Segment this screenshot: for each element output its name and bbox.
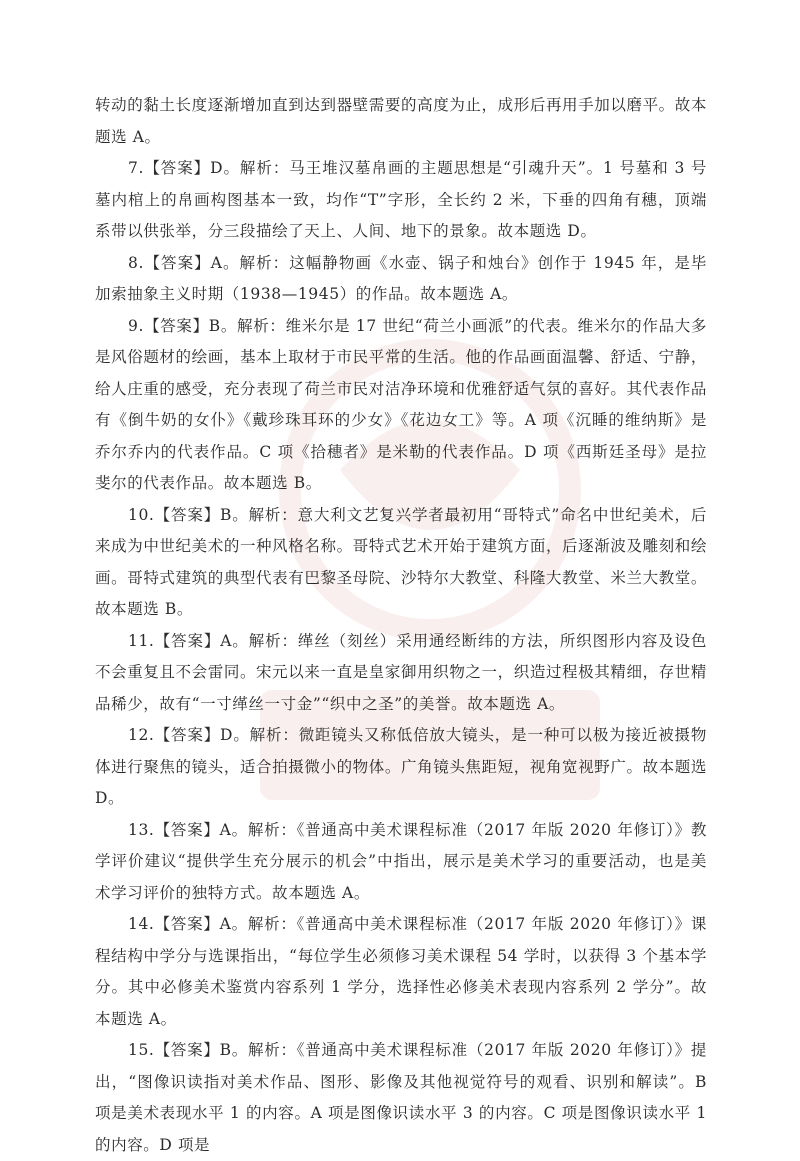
answer-item-12: 12.【答案】D。解析：微距镜头又称低倍放大镜头，是一种可以极为接近被摄物体进行聚焦的镜头，适合拍摄微小的物体。广角镜头焦距短，视角宽视野广。故本题选 D。 <box>95 726 707 807</box>
paragraph-continued: 转动的黏土长度逐渐增加直到达到器壁需要的高度为止，成形后再用手加以磨平。故本题选 A。 <box>95 96 707 146</box>
answer-explanations <box>95 90 707 1161</box>
answer-item-13: 13.【答案】A。解析：《普通高中美术课程标准（2017 年版 2020 年修订）》教学评价建议“提供学生充分展示的机会”中指出，展示是美术学习的重要活动，也是美术学习评价的独特方式。故本题选 A。 <box>95 820 707 902</box>
answer-item-7: 7.【答案】D。解析：马王堆汉墓帛画的主题思想是“引魂升天”。1 号墓和 3 号墓内棺上的帛画构图基本一致，均作“T”字形，全长约 2 米，下垂的四角有穗，顶端系带以供张举，分三段描绘了天上、人间、地下的景象。故本题选 D。 <box>95 159 707 240</box>
answer-item-10: 10.【答案】B。解析：意大利文艺复兴学者最初用“哥特式”命名中世纪美术，后来成为中世纪美术的一种风格名称。哥特式艺术开始于建筑方面，后逐渐波及雕刻和绘画。哥特式建筑的典型代表有巴黎圣母院、沙特尔大教堂、科隆大教堂、米兰大教堂。故本题选 B。 <box>95 505 707 618</box>
answer-item-11: 11.【答案】A。解析：缂丝（刻丝）采用通经断纬的方法，所织图形内容及设色不会重复且不会雷同。宋元以来一直是皇家御用织物之一，织造过程极其精细，存世精品稀少，故有“一寸缂丝一寸金”“织中之圣”的美誉。故本题选 A。 <box>95 631 707 713</box>
answer-item-8: 8.【答案】A。解析：这幅静物画《水壶、锅子和烛台》创作于 1945 年，是毕加索抽象主义时期（1938—1945）的作品。故本题选 A。 <box>95 253 707 303</box>
answer-item-9: 9.【答案】B。解析：维米尔是 17 世纪“荷兰小画派”的代表。维米尔的作品大多是风俗题材的绘画，基本上取材于市民平常的生活。他的作品画面温馨、舒适、宁静，给人庄重的感受，充分表现了荷兰市民对洁净环境和优雅舒适气氛的喜好。其代表作品有《倒牛奶的女仆》《戴珍珠耳环的少女》《花边女工》等。A 项《沉睡的维纳斯》是乔尔乔内的代表作品。C 项《拾穗者》是米勒的代表作品。D 项《西斯廷圣母》是拉斐尔的代表作品。故本题选 B。 <box>95 316 707 492</box>
answer-item-15: 15.【答案】B。解析：《普通高中美术课程标准（2017 年版 2020 年修订）》提出，“图像识读指对美术作品、图形、影像及其他视觉符号的观看、识别和解读”。B 项是美术表现水平 1 的内容。A 项是图像识读水平 3 的内容。C 项是图像识读水平 1 的内容。D 项是 <box>95 1041 707 1154</box>
answer-item-14: 14.【答案】A。解析：《普通高中美术课程标准（2017 年版 2020 年修订）》课程结构中学分与选课指出，“每位学生必须修习美术课程 54 学时，以获得 3 个基本学分。其中必修美术鉴赏内容系列 1 学分，选择性必修美术表现内容系列 2 学分”。故本题选 A。 <box>95 915 707 1028</box>
